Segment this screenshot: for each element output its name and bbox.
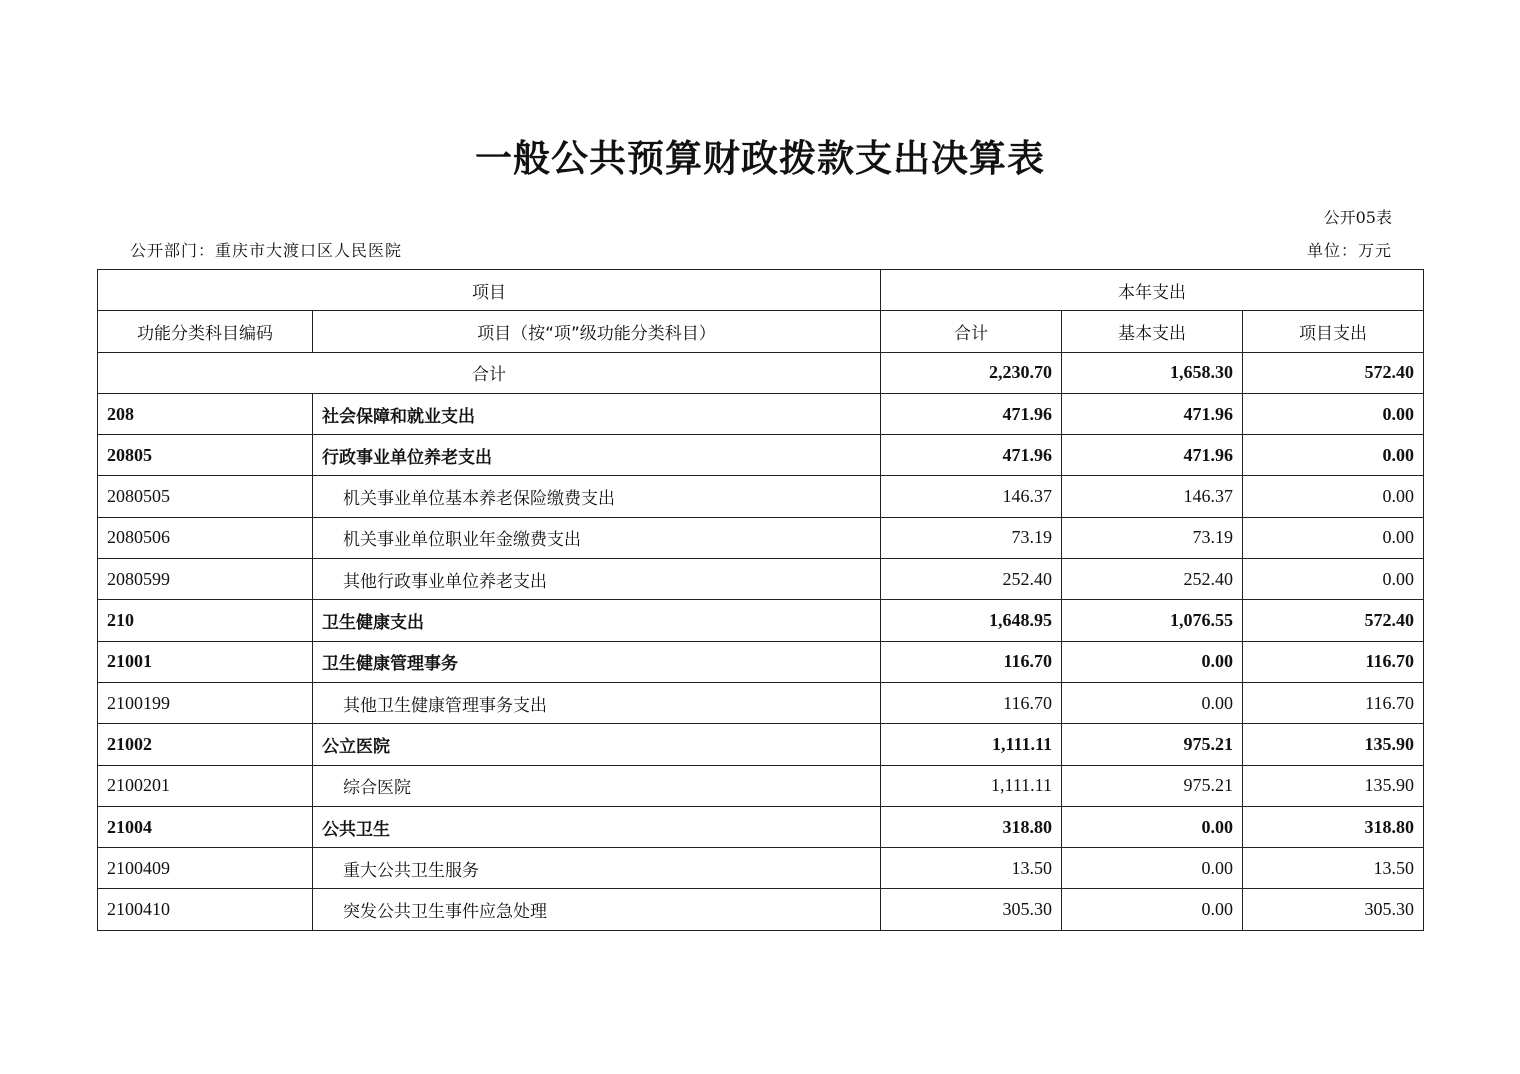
row-basic: 975.21 — [1062, 765, 1243, 806]
row-project: 135.90 — [1243, 765, 1424, 806]
row-code: 21001 — [98, 641, 313, 682]
table-row — [98, 848, 1424, 889]
row-basic: 0.00 — [1062, 848, 1243, 889]
header-project: 项目支出 — [1243, 311, 1424, 352]
row-name: 公共卫生 — [313, 806, 881, 847]
row-code: 2080505 — [98, 476, 313, 517]
header-basic: 基本支出 — [1062, 311, 1243, 352]
row-total: 73.19 — [881, 517, 1062, 558]
department-label: 公开部门：重庆市大渡口区人民医院 — [130, 241, 403, 260]
unit-label: 单位：万元 — [1306, 241, 1392, 260]
row-basic: 73.19 — [1062, 517, 1243, 558]
table-row — [98, 435, 1424, 476]
row-total: 1,648.95 — [881, 600, 1062, 641]
row-code: 210 — [98, 600, 313, 641]
header-name: 项目（按“项”级功能分类科目） — [313, 311, 881, 352]
budget-table — [97, 269, 1424, 931]
summary-total: 2,230.70 — [881, 352, 1062, 393]
row-basic: 975.21 — [1062, 724, 1243, 765]
row-project: 0.00 — [1243, 435, 1424, 476]
row-total: 305.30 — [881, 889, 1062, 930]
header-total: 合计 — [881, 311, 1062, 352]
table-row — [98, 476, 1424, 517]
header-expense-group: 本年支出 — [881, 270, 1424, 311]
table-number: 公开05表 — [1323, 208, 1392, 227]
row-name: 公立医院 — [313, 724, 881, 765]
table-row — [98, 517, 1424, 558]
row-project: 0.00 — [1243, 393, 1424, 434]
row-name: 社会保障和就业支出 — [313, 393, 881, 434]
row-project: 0.00 — [1243, 559, 1424, 600]
summary-project: 572.40 — [1243, 352, 1424, 393]
row-code: 2100199 — [98, 682, 313, 723]
row-total: 116.70 — [881, 641, 1062, 682]
row-basic: 0.00 — [1062, 889, 1243, 930]
row-project: 13.50 — [1243, 848, 1424, 889]
table-row — [98, 682, 1424, 723]
header-row-columns — [98, 311, 1424, 352]
row-code: 2080506 — [98, 517, 313, 558]
row-project: 116.70 — [1243, 641, 1424, 682]
row-total: 116.70 — [881, 682, 1062, 723]
row-project: 572.40 — [1243, 600, 1424, 641]
row-code: 20805 — [98, 435, 313, 476]
row-project: 116.70 — [1243, 682, 1424, 723]
row-total: 1,111.11 — [881, 765, 1062, 806]
row-total: 1,111.11 — [881, 724, 1062, 765]
summary-row — [98, 352, 1424, 393]
row-name: 重大公共卫生服务 — [313, 848, 881, 889]
row-basic: 252.40 — [1062, 559, 1243, 600]
row-project: 318.80 — [1243, 806, 1424, 847]
row-project: 0.00 — [1243, 476, 1424, 517]
row-basic: 0.00 — [1062, 806, 1243, 847]
summary-basic: 1,658.30 — [1062, 352, 1243, 393]
row-project: 135.90 — [1243, 724, 1424, 765]
row-basic: 471.96 — [1062, 393, 1243, 434]
row-name: 机关事业单位基本养老保险缴费支出 — [313, 476, 881, 517]
row-name: 突发公共卫生事件应急处理 — [313, 889, 881, 930]
row-basic: 0.00 — [1062, 641, 1243, 682]
table-row — [98, 889, 1424, 930]
table-row — [98, 724, 1424, 765]
row-code: 2080599 — [98, 559, 313, 600]
row-project: 305.30 — [1243, 889, 1424, 930]
row-total: 471.96 — [881, 435, 1062, 476]
row-name: 综合医院 — [313, 765, 881, 806]
row-basic: 1,076.55 — [1062, 600, 1243, 641]
row-name: 机关事业单位职业年金缴费支出 — [313, 517, 881, 558]
row-code: 2100409 — [98, 848, 313, 889]
row-total: 252.40 — [881, 559, 1062, 600]
row-code: 2100410 — [98, 889, 313, 930]
row-project: 0.00 — [1243, 517, 1424, 558]
row-total: 146.37 — [881, 476, 1062, 517]
table-row — [98, 641, 1424, 682]
table-row — [98, 393, 1424, 434]
table-row — [98, 806, 1424, 847]
row-name: 行政事业单位养老支出 — [313, 435, 881, 476]
table-row — [98, 765, 1424, 806]
row-name: 卫生健康管理事务 — [313, 641, 881, 682]
row-total: 471.96 — [881, 393, 1062, 434]
row-total: 13.50 — [881, 848, 1062, 889]
row-name: 其他行政事业单位养老支出 — [313, 559, 881, 600]
row-name: 其他卫生健康管理事务支出 — [313, 682, 881, 723]
table-row — [98, 559, 1424, 600]
row-code: 21002 — [98, 724, 313, 765]
header-row-group — [98, 270, 1424, 311]
row-code: 208 — [98, 393, 313, 434]
header-item-group: 项目 — [98, 270, 881, 311]
row-basic: 0.00 — [1062, 682, 1243, 723]
page-title: 一般公共预算财政拨款支出决算表 — [475, 137, 1045, 180]
row-basic: 471.96 — [1062, 435, 1243, 476]
row-total: 318.80 — [881, 806, 1062, 847]
header-code: 功能分类科目编码 — [98, 311, 313, 352]
row-code: 2100201 — [98, 765, 313, 806]
row-code: 21004 — [98, 806, 313, 847]
row-basic: 146.37 — [1062, 476, 1243, 517]
summary-label: 合计 — [98, 352, 881, 393]
row-name: 卫生健康支出 — [313, 600, 881, 641]
table-row — [98, 600, 1424, 641]
